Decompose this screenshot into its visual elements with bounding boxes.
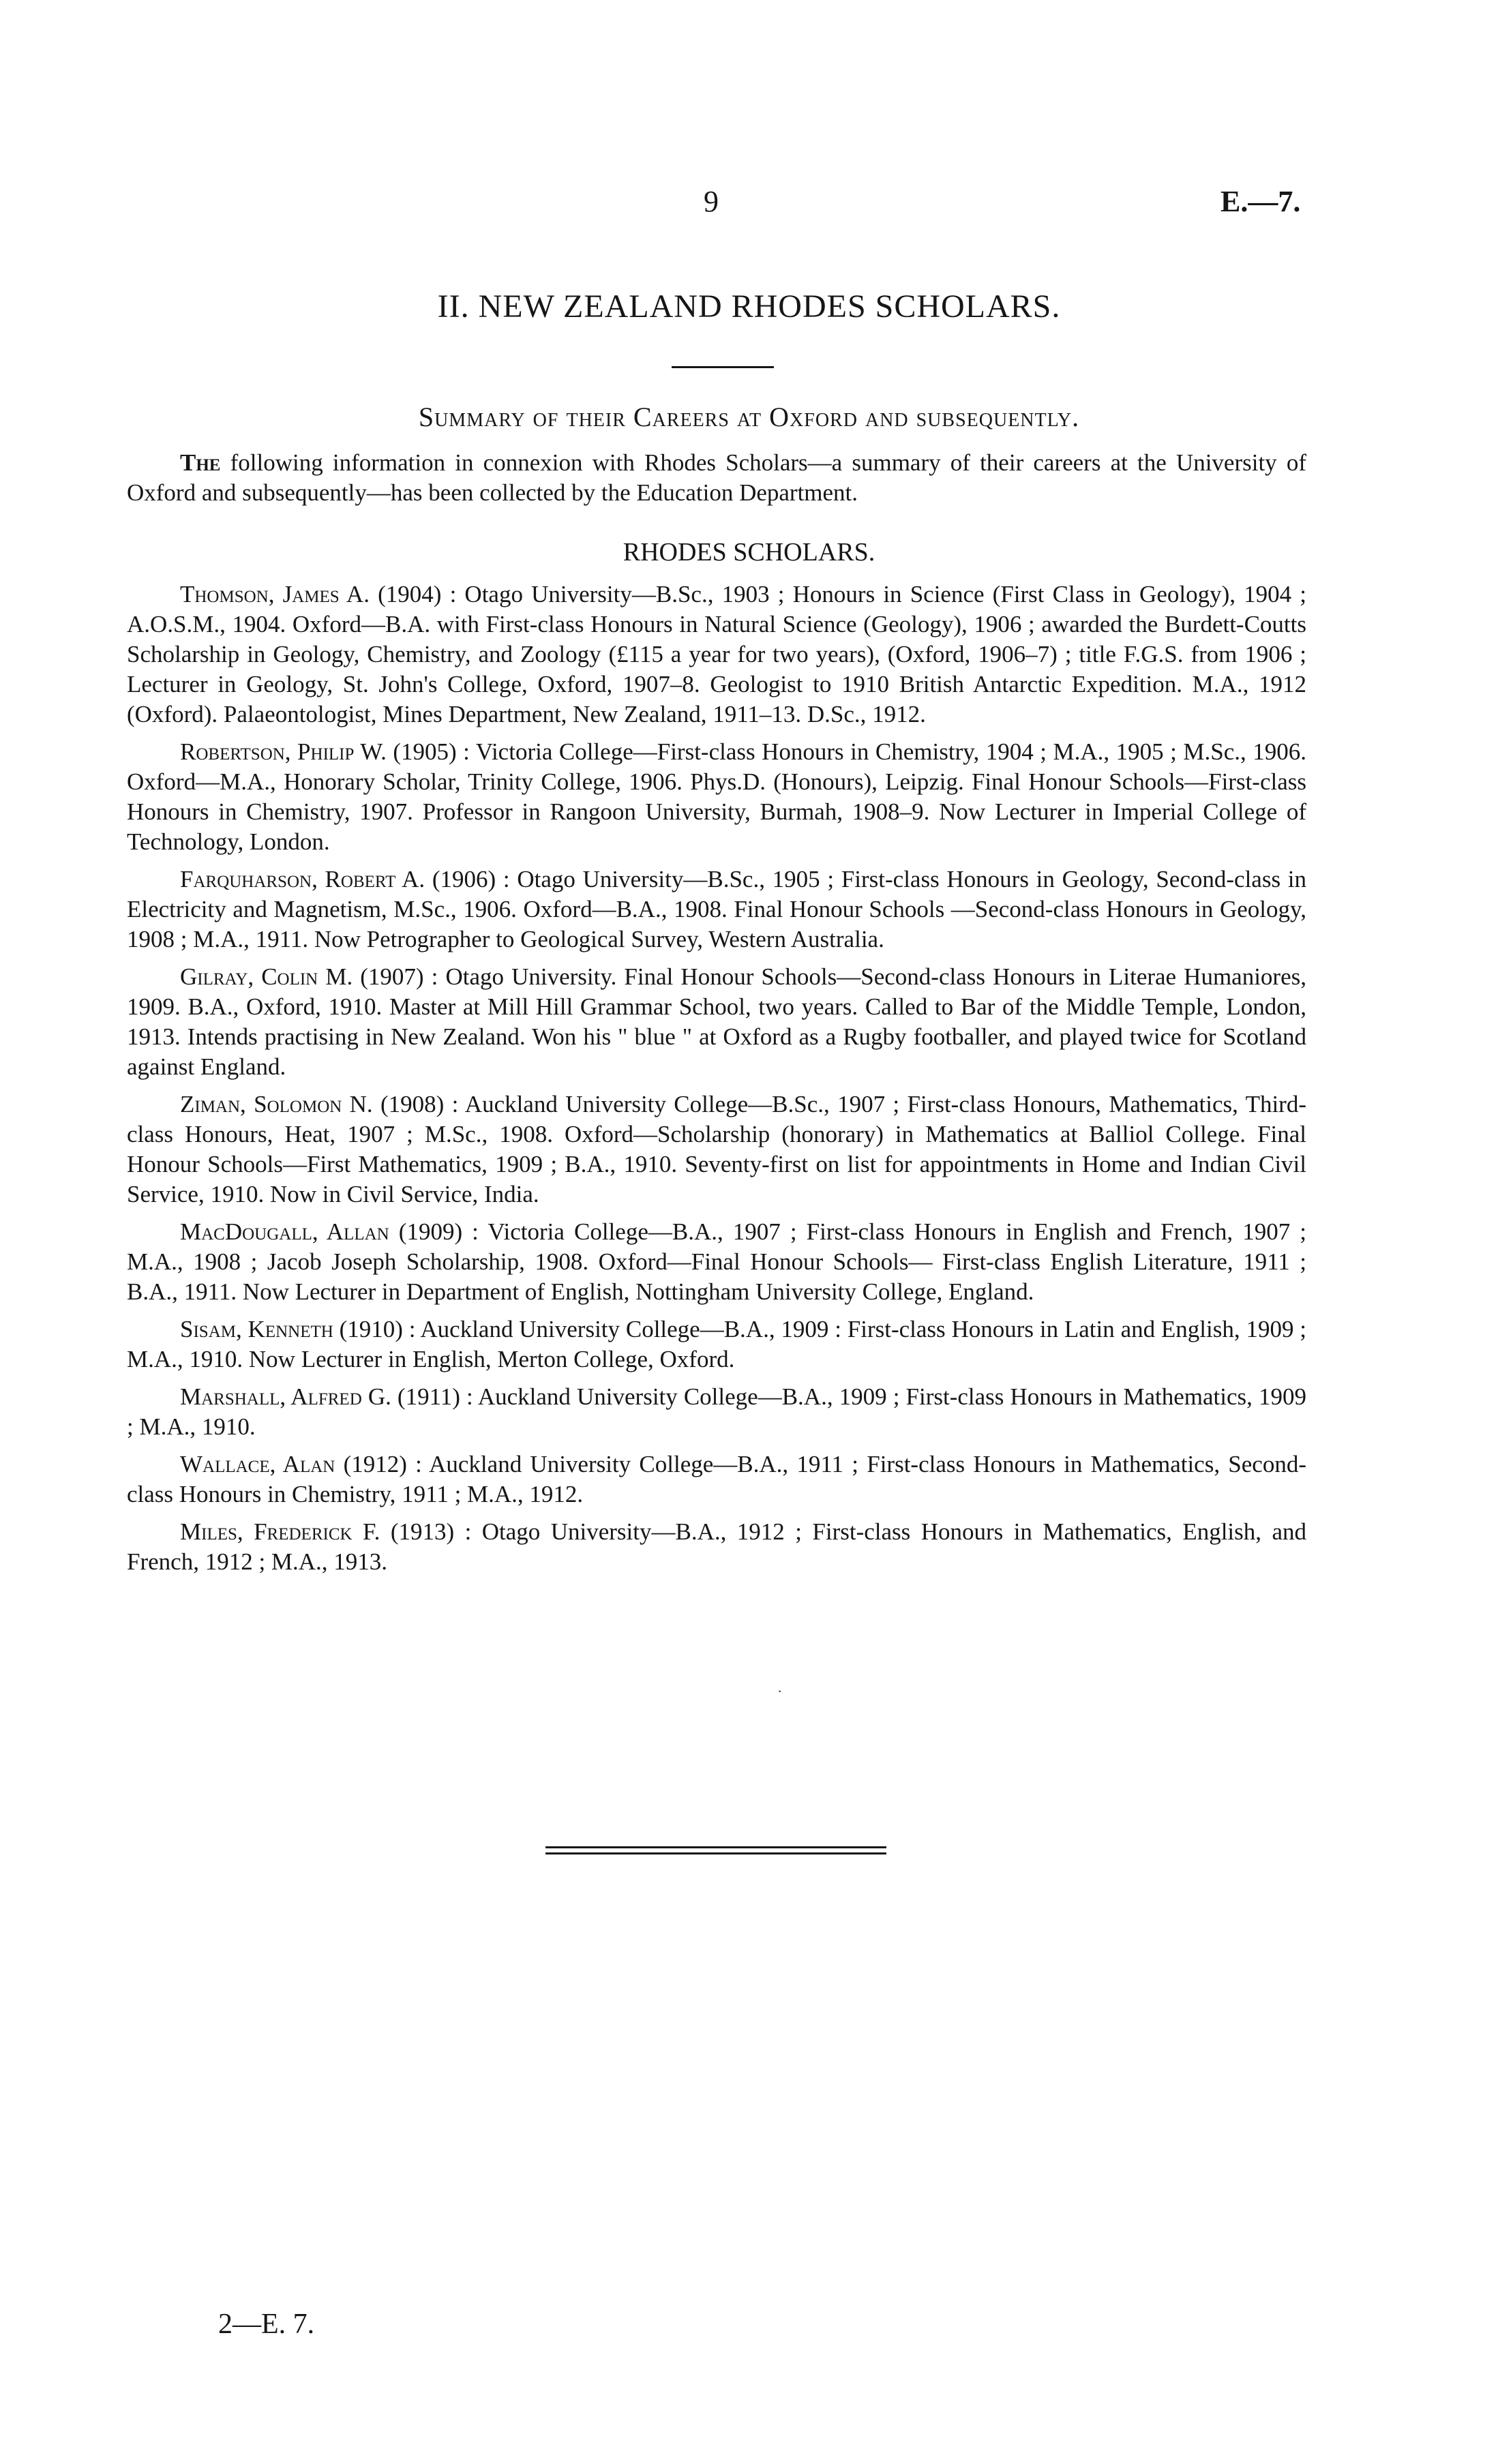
- scholar-details: W. (1905) : Victoria College—First-class Honours in Chemistry, 1904 ; M.A., 1905 ; M.Sc., 1906. Oxford—M.A., Honorary Scholar, Trinity College, 1906. Phys.D. (Honours), Leipzig. Final Honour Schools—First-class Honours in Chemistry, 1907. Professor in Rangoon University, Burmah, 1908–9. Now Lecturer in Imperial College of Technology, London.: [127, 738, 1306, 855]
- scholar-name: Miles, Frederick: [180, 1518, 353, 1545]
- scholar-name: Wallace, Alan: [180, 1451, 335, 1477]
- scholar-name: Ziman, Solomon: [180, 1091, 342, 1117]
- print-speck: ·: [777, 1683, 783, 1700]
- page-number: 9: [704, 185, 719, 218]
- scholar-entry-wallace: [127, 1449, 1306, 1509]
- closing-double-rule: [545, 1846, 886, 1854]
- scholar-details: F. (1913) : Otago University—B.A., 1912 ; First-class Honours in Mathematics, English, and French, 1912 ; M.A., 1913.: [127, 1518, 1306, 1575]
- scholar-entry-ziman: [127, 1090, 1306, 1210]
- scholar-entry-macdougall: [127, 1217, 1306, 1307]
- scholar-name: Robertson, Philip: [180, 738, 355, 765]
- intro-text: following information in connexion with Rhodes Scholars—a summary of their careers at the University of Oxford and subsequently—has been collected by the Education Department.: [127, 449, 1306, 506]
- scholar-entry-gilray: [127, 962, 1306, 1082]
- scholar-entry-miles: [127, 1517, 1306, 1577]
- scholar-details: N. (1908) : Auckland University College—B.Sc., 1907 ; First-class Honours, Mathematics, Third-class Honours, Heat, 1907 ; M.Sc., 1908. Oxford—Scholarship (honorary) in Mathematics at Balliol College. Final Honour Schools—First Mathematics, 1909 ; B.A., 1910. Seventy-first on list for appointments in Home and Indian Civil Service, 1910. Now in Civil Service, India.: [127, 1091, 1306, 1207]
- scholar-name: MacDougall, Allan: [180, 1218, 389, 1245]
- scholar-name: Sisam, Kenneth: [180, 1316, 333, 1342]
- subtitle: Summary of their Careers at Oxford and subsequently.: [418, 402, 1080, 432]
- scholar-entry-sisam: [127, 1314, 1306, 1374]
- scholar-details: (1909) : Victoria College—B.A., 1907 ; First-class Honours in English and French, 1907 ; M.A., 1908 ; Jacob Joseph Scholarship, 1908. Oxford—Final Honour Schools— First-class English Literature, 1911 ; B.A., 1911. Now Lecturer in Department of English, Nottingham University College, England.: [127, 1218, 1307, 1305]
- section-heading: RHODES SCHOLARS.: [623, 538, 875, 567]
- title-rule: [672, 366, 774, 368]
- scholar-entry-marshall: [127, 1382, 1306, 1442]
- intro-paragraph: [127, 448, 1306, 508]
- scholar-list: [127, 580, 1306, 1584]
- scholar-name: Gilray, Colin: [180, 963, 318, 990]
- scholar-entry-robertson: [127, 737, 1306, 857]
- scholar-details: M. (1907) : Otago University. Final Honour Schools—Second-class Honours in Literae Humaniores, 1909. B.A., Oxford, 1910. Master at Mill Hill Grammar School, two years. Called to Bar of the Middle Temple, London, 1913. Intends practising in New Zealand. Won his " blue " at Oxford as a Rugby footballer, and played twice for Scotland against England.: [127, 963, 1306, 1080]
- scholar-entry-farquharson: [127, 865, 1306, 955]
- scholar-details: (1910) : Auckland University College—B.A., 1909 : First-class Honours in Latin and English, 1909 ; M.A., 1910. Now Lecturer in English, Merton College, Oxford.: [127, 1316, 1306, 1372]
- document-code: E.—7.: [1220, 185, 1301, 218]
- scholar-details: G. (1911) : Auckland University College—B.A., 1909 ; First-class Honours in Mathematics, 1909 ; M.A., 1910.: [127, 1383, 1306, 1440]
- page-title: II. NEW ZEALAND RHODES SCHOLARS.: [437, 288, 1061, 325]
- footer-reference: 2—E. 7.: [218, 2309, 315, 2340]
- scholar-name: Farquharson, Robert: [180, 866, 396, 892]
- intro-lead: The: [180, 449, 221, 476]
- scholar-entry-thomson: [127, 580, 1306, 730]
- scholar-details: A. (1904) : Otago University—B.Sc., 1903 ; Honours in Science (First Class in Geology), 1904 ; A.O.S.M., 1904. Oxford—B.A. with First-class Honours in Natural Science (Geology), 1906 ; awarded the Burdett-Coutts Scholarship in Geology, Chemistry, and Zoology (£115 a year for two years), (Oxford, 1906–7) ; title F.G.S. from 1906 ; Lecturer in Geology, St. John's College, Oxford, 1907–8. Geologist to 1910 British Antarctic Expedition. M.A., 1912 (Oxford). Palaeontologist, Mines Department, New Zealand, 1911–13. D.Sc., 1912.: [127, 581, 1306, 727]
- scholar-details: A. (1906) : Otago University—B.Sc., 1905 ; First-class Honours in Geology, Second-class in Electricity and Magnetism, M.Sc., 1906. Oxford—B.A., 1908. Final Honour Schools —Second-class Honours in Geology, 1908 ; M.A., 1911. Now Petrographer to Geological Survey, Western Australia.: [127, 866, 1307, 952]
- scholar-name: Marshall, Alfred: [180, 1383, 362, 1410]
- scholar-name: Thomson, James: [180, 581, 340, 607]
- scholar-details: (1912) : Auckland University College—B.A., 1911 ; First-class Honours in Mathematics, Second-class Honours in Chemistry, 1911 ; M.A., 1912.: [127, 1451, 1307, 1507]
